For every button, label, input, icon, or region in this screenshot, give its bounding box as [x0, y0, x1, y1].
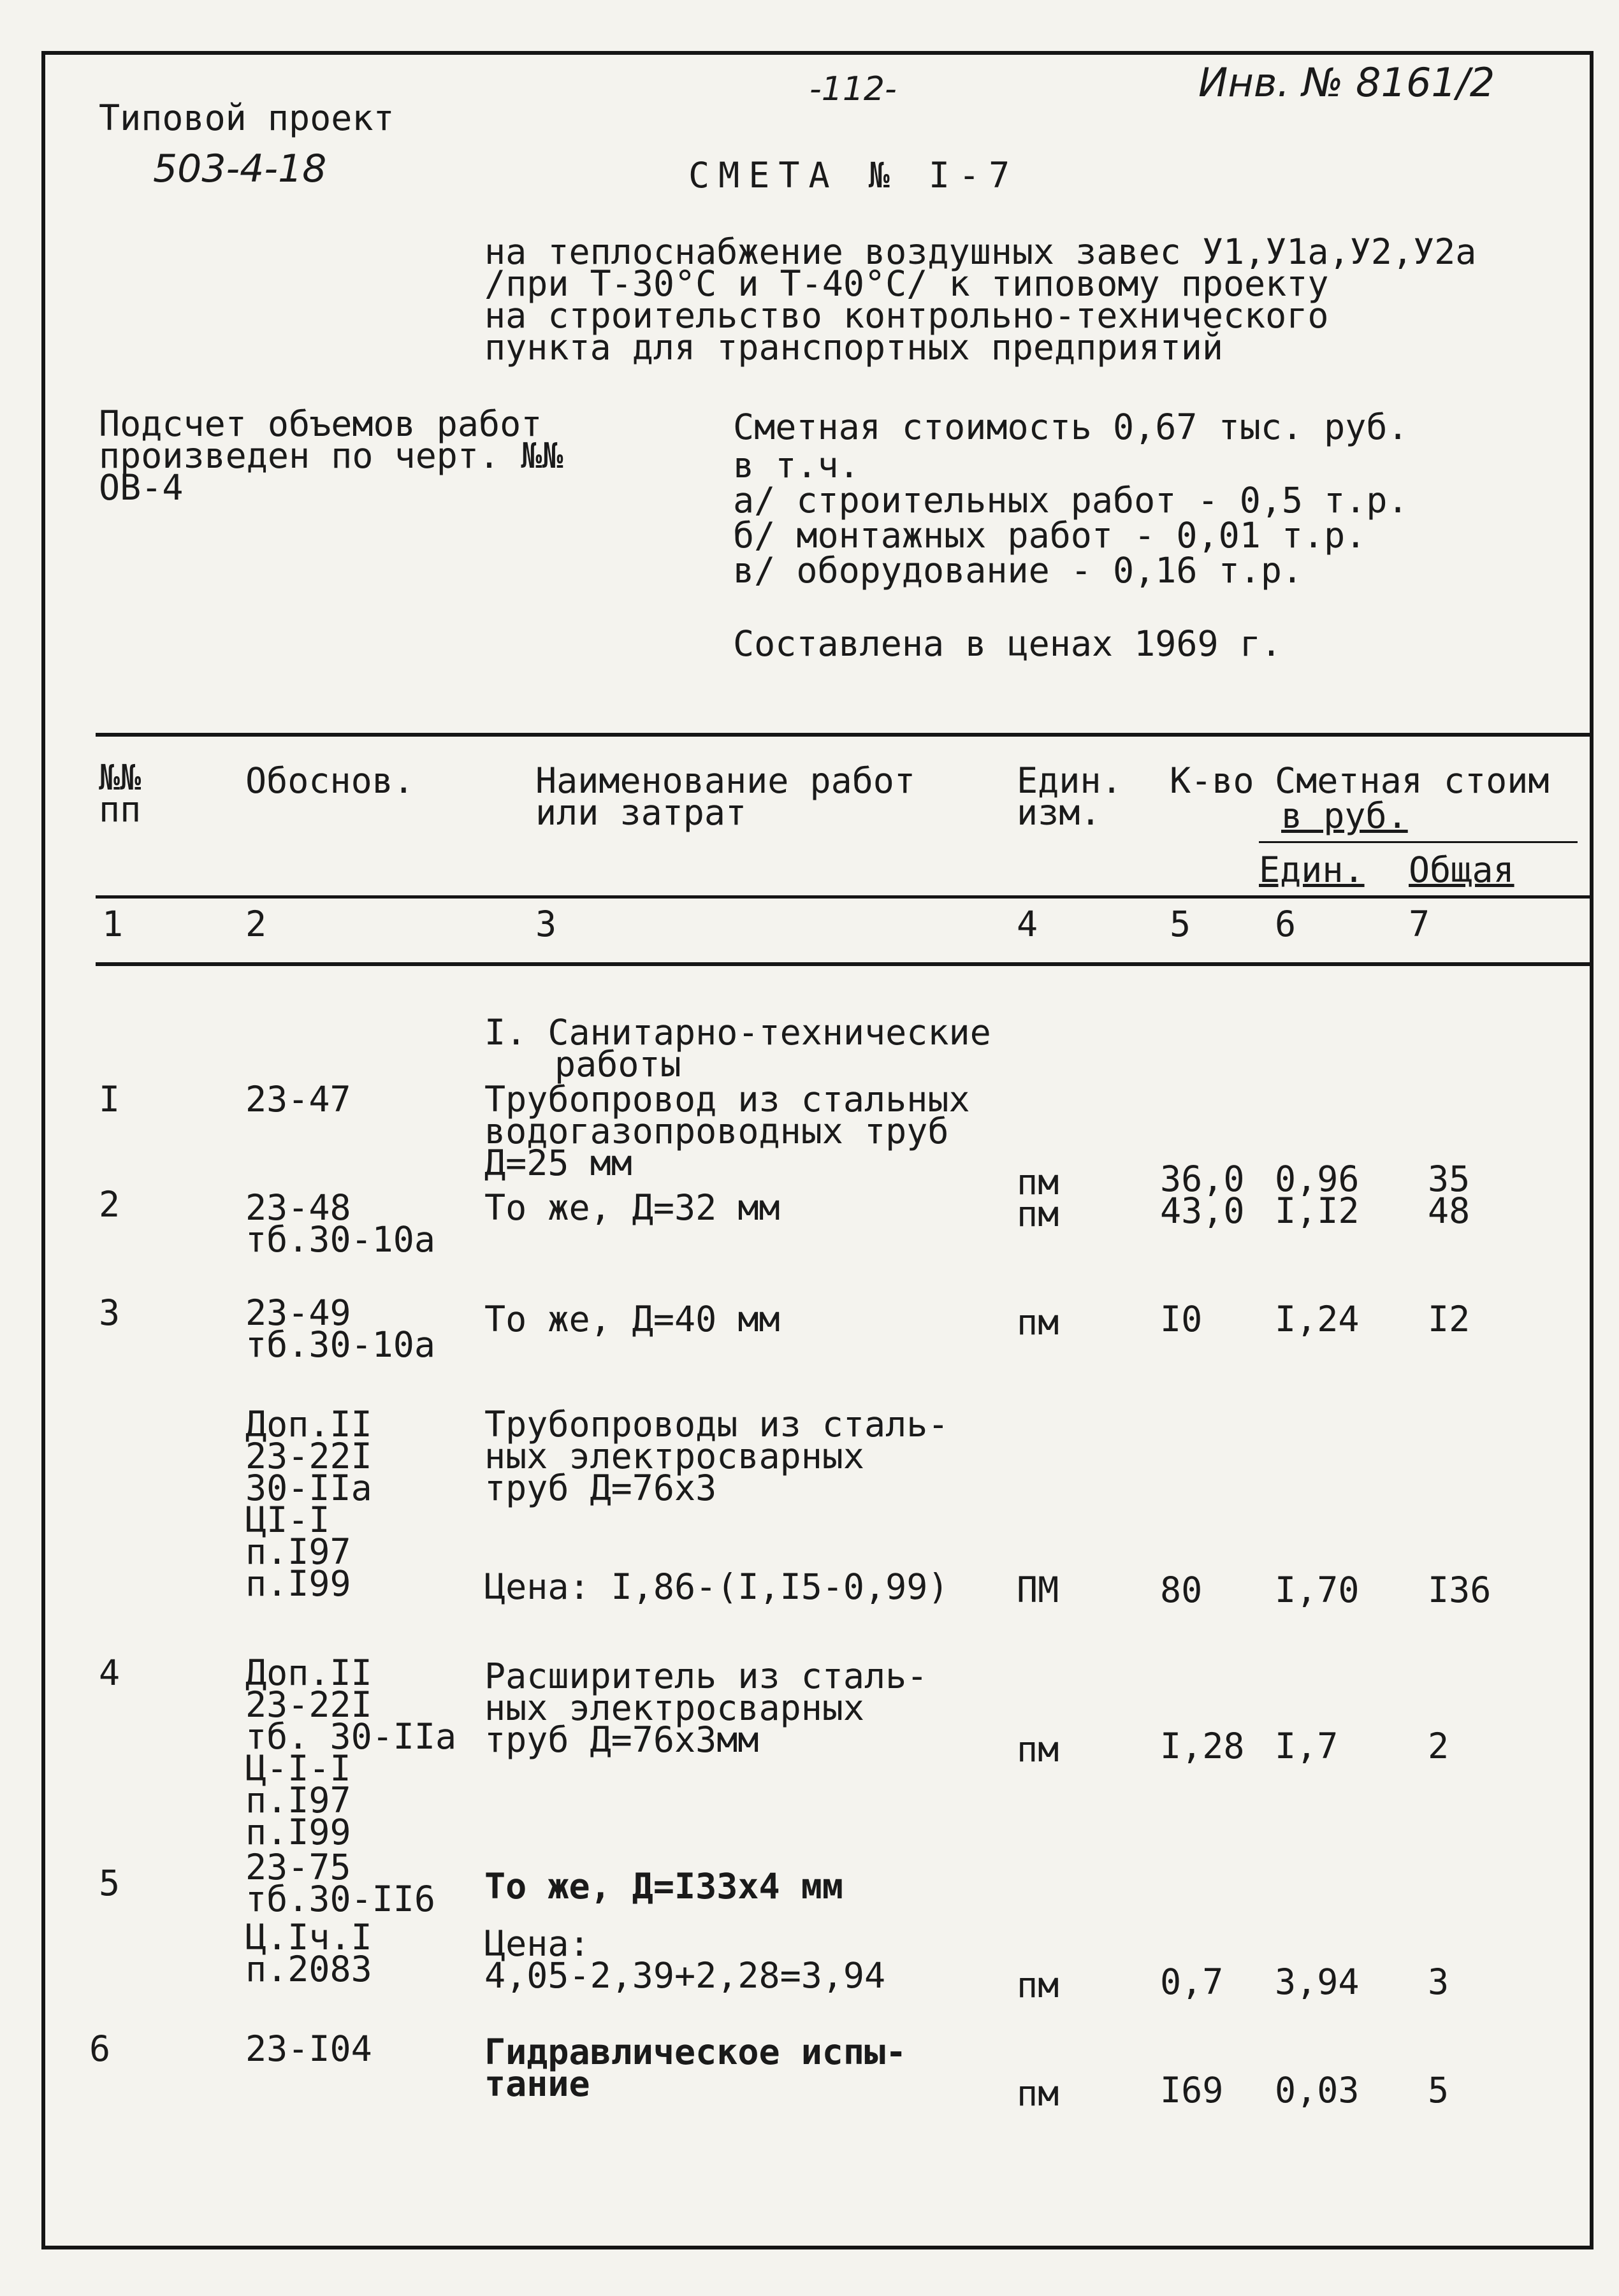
row-basis: 30-IIа	[245, 1468, 372, 1508]
description-line-2: /при Т-30°С и Т-40°С/ к типовому проекту	[484, 263, 1329, 304]
row-qty: 0,7	[1160, 1961, 1224, 2002]
col-cost-header-1: Сметная стоим	[1275, 760, 1550, 801]
row-price: 0,03	[1275, 2070, 1360, 2111]
info-left-line-1: Подсчет объемов работ	[99, 403, 542, 444]
row-basis: Доп.II	[245, 1404, 372, 1445]
col-basis-header: Обоснов.	[245, 760, 414, 801]
row-basis: тб.30-10а	[245, 1219, 436, 1260]
row-num: 5	[99, 1863, 120, 1903]
page-number: -112-	[810, 70, 897, 108]
col-unit-header-2: изм.	[1017, 792, 1101, 833]
row-total: I36	[1428, 1570, 1492, 1610]
row-basis: п.I97	[245, 1780, 351, 1821]
header-bottom-rule	[96, 962, 1594, 966]
row-basis: Ц-I-I	[245, 1748, 351, 1789]
row-unit: ПМ	[1017, 1570, 1059, 1610]
estimate-including: в т.ч.	[733, 445, 860, 486]
description-line-4: пункта для транспортных предприятий	[484, 327, 1223, 368]
estimate-total: Сметная стоимость 0,67 тыс. руб.	[733, 407, 1409, 447]
row-basis: п.2083	[245, 1949, 372, 1989]
row-basis: 23-I04	[245, 2028, 372, 2069]
row-unit: пм	[1017, 1965, 1059, 2005]
row-name-line: Трубопровод из стальных	[484, 1079, 970, 1120]
row-num: 4	[99, 1652, 120, 1693]
row-num: 6	[89, 2028, 111, 2069]
col-number-4: 4	[1017, 904, 1038, 944]
row-price: I,7	[1275, 1726, 1339, 1766]
row-total: 5	[1428, 2070, 1449, 2111]
row-name-line: Расширитель из сталь-	[484, 1656, 928, 1696]
estimate-construction: а/ строительных работ - 0,5 т.р.	[733, 480, 1409, 521]
row-name-line: Гидравлическое испы-	[484, 2032, 907, 2072]
row-basis: тб. 30-IIа	[245, 1716, 457, 1757]
row-name-line: Трубопроводы из сталь-	[484, 1404, 949, 1445]
row-num: 3	[99, 1292, 120, 1333]
row-basis: 23-22I	[245, 1436, 372, 1477]
row-name-line: 4,05-2,39+2,28=3,94	[484, 1955, 886, 1996]
row-name-line: тание	[484, 2063, 590, 2104]
row-basis: 23-47	[245, 1079, 351, 1120]
col-cost-header-2: в руб.	[1281, 795, 1408, 836]
col-qty-header: К-во	[1170, 760, 1254, 801]
row-price: 0,96	[1275, 1159, 1360, 1199]
row-price: I,I2	[1275, 1190, 1360, 1231]
row-qty: 43,0	[1160, 1190, 1245, 1231]
row-basis: 23-22I	[245, 1684, 372, 1725]
row-basis: п.I99	[245, 1812, 351, 1852]
row-name-line: ных электросварных	[484, 1436, 865, 1477]
col-unit-header-1: Един.	[1017, 760, 1122, 801]
row-qty: I,28	[1160, 1726, 1245, 1766]
project-label: Типовой проект	[99, 97, 395, 138]
col-name-header-2: или затрат	[535, 792, 747, 833]
row-name-line: То же, Д=32 мм	[484, 1187, 780, 1228]
row-unit: пм	[1017, 2073, 1059, 2114]
estimate-installation: б/ монтажных работ - 0,01 т.р.	[733, 515, 1367, 556]
row-basis: тб.30-10а	[245, 1324, 436, 1365]
inventory-number: Инв. № 8161/2	[1198, 59, 1495, 106]
row-price: I,70	[1275, 1570, 1360, 1610]
row-qty: 36,0	[1160, 1159, 1245, 1199]
col-number-2: 2	[245, 904, 267, 944]
row-unit: пм	[1017, 1302, 1059, 1343]
estimate-equipment: в/ оборудование - 0,16 т.р.	[733, 550, 1303, 591]
info-left-line-3: ОВ-4	[99, 467, 184, 508]
row-basis: 23-75	[245, 1847, 351, 1888]
row-qty: I0	[1160, 1299, 1203, 1339]
row-price: 3,94	[1275, 1961, 1360, 2002]
row-num: 2	[99, 1184, 120, 1225]
header-numbers-top-rule	[96, 895, 1594, 899]
smeta-title: СМЕТА № I-7	[688, 155, 1019, 196]
row-total: 35	[1428, 1159, 1470, 1199]
section-title-2: работы	[555, 1044, 681, 1085]
row-price: I,24	[1275, 1299, 1360, 1339]
col-total-header: Общая	[1409, 849, 1514, 890]
cost-header-rule	[1259, 841, 1578, 843]
row-basis: ЦI-I	[245, 1499, 330, 1540]
col-number-1: 1	[102, 904, 124, 944]
row-unit: пм	[1017, 1194, 1059, 1234]
row-unit: пм	[1017, 1162, 1059, 1202]
info-left-line-2: произведен по черт. №№	[99, 435, 563, 476]
row-qty: 80	[1160, 1570, 1203, 1610]
row-name-line: ных электросварных	[484, 1687, 865, 1728]
description-line-3: на строительство контрольно-технического	[484, 295, 1329, 336]
row-basis: Доп.II	[245, 1652, 372, 1693]
row-total: I2	[1428, 1299, 1470, 1339]
row-name-line: труб Д=76х3	[484, 1468, 717, 1508]
col-unit-price-header: Един.	[1259, 849, 1365, 890]
composed-prices: Составлена в ценах 1969 г.	[733, 623, 1282, 664]
description-line-1: на теплоснабжение воздушных завес У1,У1а,У2,У2а	[484, 231, 1477, 272]
row-name-line: труб Д=76х3мм	[484, 1719, 759, 1760]
row-total: 3	[1428, 1961, 1449, 2002]
col-number-6: 6	[1275, 904, 1296, 944]
col-number-5: 5	[1170, 904, 1191, 944]
row-basis: тб.30-II6	[245, 1879, 436, 1919]
row-name-line: Цена:	[484, 1923, 590, 1964]
row-basis: п.I97	[245, 1531, 351, 1572]
project-code: 503-4-18	[153, 147, 327, 191]
col-num-header-2: пп	[99, 789, 142, 830]
table-top-rule	[96, 733, 1594, 737]
row-basis: 23-48	[245, 1187, 351, 1228]
row-basis: Ц.Iч.I	[245, 1917, 372, 1958]
row-basis: 23-49	[245, 1292, 351, 1333]
row-total: 2	[1428, 1726, 1449, 1766]
row-name-line: Д=25 мм	[484, 1143, 632, 1183]
col-number-3: 3	[535, 904, 557, 944]
row-name-line: Цена: I,86-(I,I5-0,99)	[484, 1566, 949, 1607]
row-basis: п.I99	[245, 1563, 351, 1604]
row-qty: I69	[1160, 2070, 1224, 2111]
row-name-line: То же, Д=I33х4 мм	[484, 1866, 843, 1907]
row-total: 48	[1428, 1190, 1470, 1231]
col-num-header-1: №№	[99, 757, 142, 798]
row-name-line: То же, Д=40 мм	[484, 1299, 780, 1339]
row-name-line: водогазопроводных труб	[484, 1111, 949, 1152]
section-title-1: I. Санитарно-технические	[484, 1012, 991, 1053]
col-name-header-1: Наименование работ	[535, 760, 916, 801]
col-number-7: 7	[1409, 904, 1430, 944]
row-num: I	[99, 1079, 120, 1120]
row-unit: пм	[1017, 1729, 1059, 1770]
